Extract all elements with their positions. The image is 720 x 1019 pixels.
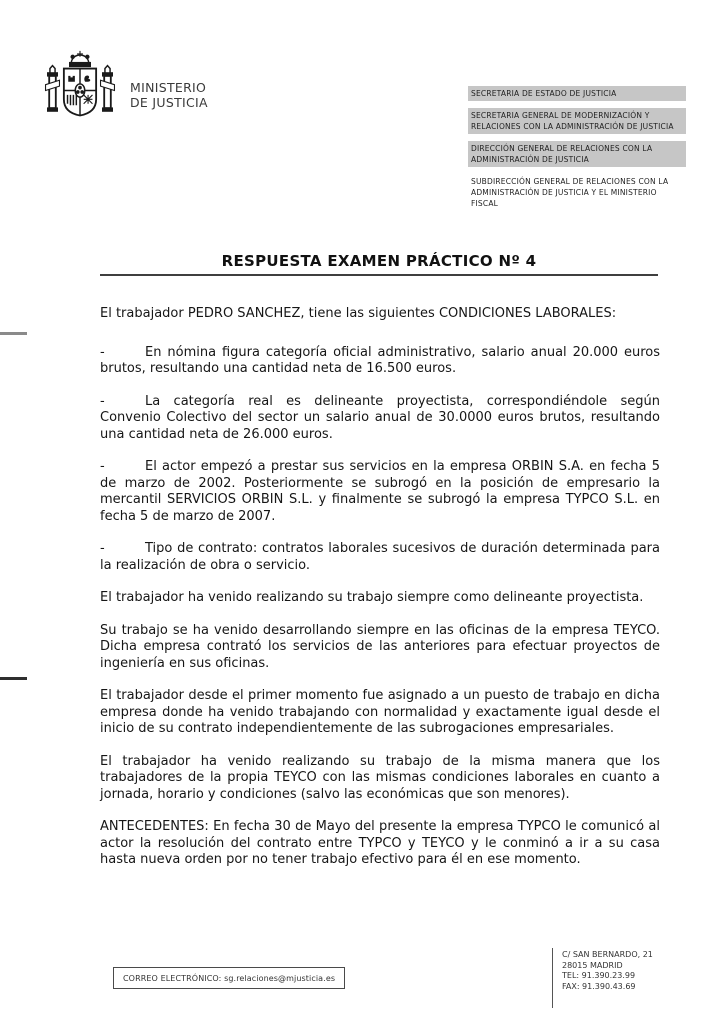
org-block-direccion-general: DIRECCIÓN GENERAL DE RELACIONES CON LA ADMINISTRACIÓN DE JUSTICIA [468,141,686,167]
body-paragraph-intro: El trabajador PEDRO SANCHEZ, tiene las siguientes CONDICIONES LABORALES: [100,306,617,321]
document-body [100,306,660,885]
ministry-name-line1: MINISTERIO [130,80,207,95]
title-block [100,252,658,276]
footer-address [562,950,653,992]
footer-email-box [113,967,345,989]
dash-marker: - [100,344,105,360]
title-underline [100,274,658,276]
body-paragraph-dash-1: - En nómina figura categoría oficial administrativo, salario anual 20.000 euros brutos, resultando una cantidad neta de 16.500 euros. [100,344,660,376]
org-block-subdireccion-general: SUBDIRECCIÓN GENERAL DE RELACIONES CON LA ADMINISTRACIÓN DE JUSTICIA Y EL MINISTERIO FISCAL [471,177,669,208]
ministry-name [130,80,208,110]
org-block-secretaria-general: SECRETARIA GENERAL DE MODERNIZACIÓN Y RELACIONES CON LA ADMINISTRACIÓN DE JUSTICIA [468,108,686,134]
body-paragraph-dash-2: - La categoría real es delineante proyectista, correspondiéndole según Convenio Colectivo del sector un salario anual de 30.0000 euros brutos, resultando una cantidad neta de 26.000 euros. [100,393,660,442]
fold-mark-bottom [0,677,27,680]
body-paragraph-dash-4: - Tipo de contrato: contratos laborales sucesivos de duración determinada para la realización de obra o servicio. [100,541,660,573]
dash-marker: - [100,459,105,474]
ministry-logo-block [42,48,208,136]
address-street: C/ SAN BERNARDO, 21 [562,950,653,959]
address-fax: FAX: 91.390.43.69 [562,981,636,991]
body-paragraph-dash-3: - El actor empezó a prestar sus servicios en la empresa ORBIN S.A. en fecha 5 de marzo de 2002. Posteriormente se subrogó en la posición de empresario la mercantil SERVICIOS ORBIN S.L. y finalmente se subrogó la empresa TYPCO S.L. en fecha 5 de marzo de 2007. [100,459,660,524]
address-city: 28015 MADRID [562,960,623,970]
body-paragraph-8: El trabajador ha venido realizando su trabajo de la misma manera que los trabajadores de la propia TEYCO con las mismas condiciones laborales en cuanto a jornada, horario y condiciones (salvo las económicas que son menores). [100,753,660,802]
body-paragraph-antecedentes: ANTECEDENTES: En fecha 30 de Mayo del presente la empresa TYPCO le comunicó al actor la resolución del contrato entre TYPCO y TEYCO y le conminó a ir a su casa hasta nueva orden por no tener trabajo efectivo para él en ese momento. [100,819,660,867]
dash-marker: - [100,541,105,556]
spain-coat-of-arms-icon [42,48,118,136]
footer-email-text: CORREO ELECTRÓNICO: sg.relaciones@mjusticia.es [123,973,336,983]
org-block-secretaria-estado: SECRETARIA DE ESTADO DE JUSTICIA [468,86,686,101]
org-hierarchy [468,86,686,218]
address-tel: TEL: 91.390.23.99 [562,971,636,980]
page-title: RESPUESTA EXAMEN PRÁCTICO Nº 4 [221,252,537,270]
ministry-name-line2: DE JUSTICIA [130,95,208,110]
body-paragraph-5: El trabajador ha venido realizando su trabajo siempre como delineante proyectista. [100,590,644,605]
dash-marker: - [100,393,105,409]
fold-mark-top [0,332,27,335]
body-paragraph-7: El trabajador desde el primer momento fue asignado a un puesto de trabajo en dicha empresa donde ha venido trabajando con normalidad y exactamente igual desde el inicio de su contrato independientemente de las subrogaciones empresariales. [100,688,660,736]
body-paragraph-6: Su trabajo se ha venido desarrollando siempre en las oficinas de la empresa TEYCO. Dicha empresa contrató los servicios de las anteriores para efectuar proyectos de ingeniería en sus oficinas. [100,622,660,671]
footer-vertical-rule [552,948,553,1008]
